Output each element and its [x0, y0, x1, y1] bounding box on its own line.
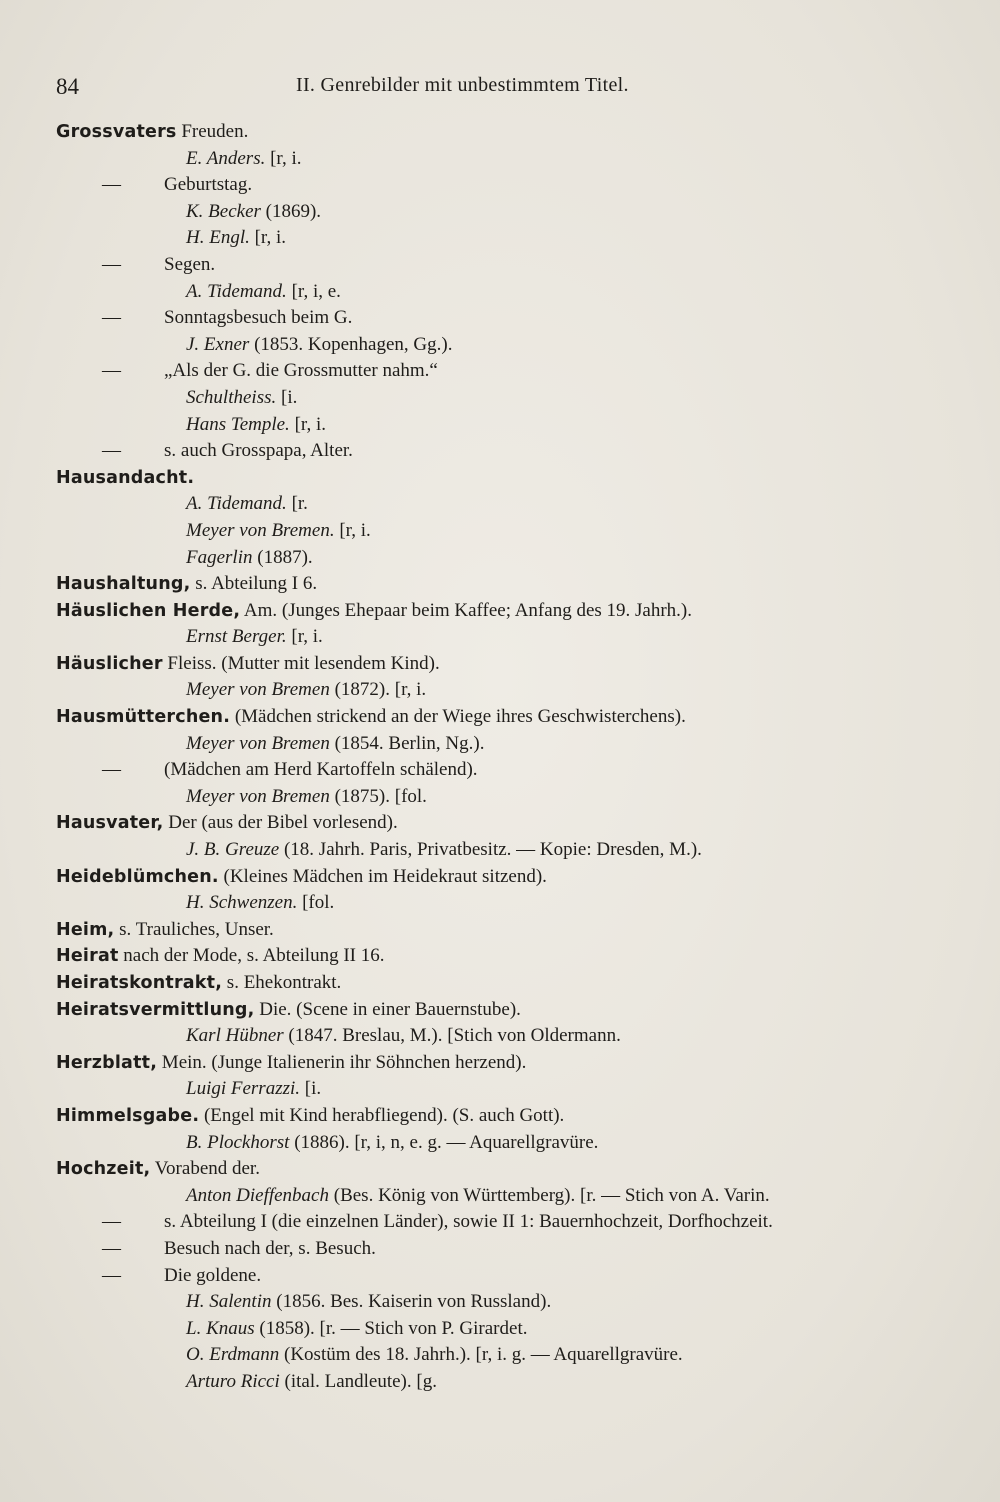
- artist-line: [56, 385, 936, 412]
- repeat-dash: —: [102, 1264, 121, 1286]
- repeat-dash: —: [102, 174, 121, 196]
- sub-entry-text: „Als der G. die Grossmutter nahm.“: [164, 360, 438, 382]
- headword: Hausvater,: [56, 813, 164, 834]
- artwork-details: (1858). [r. — Stich von P. Girardet.: [254, 1317, 528, 1339]
- artist-line: [56, 677, 936, 704]
- entry-text: Freuden.: [176, 121, 249, 142]
- artist-line: [56, 1289, 936, 1316]
- artist-name: Hans Temple.: [186, 413, 290, 435]
- artist-name: Ernst Berger.: [186, 626, 287, 648]
- sub-entry-line: [56, 358, 936, 385]
- sub-entry-text: Besuch nach der, s. Besuch.: [164, 1237, 376, 1259]
- headword: Häuslicher: [56, 653, 163, 674]
- artwork-details: [r, i, e.: [286, 280, 341, 302]
- headword: Heideblümchen.: [56, 866, 219, 887]
- headword: Hausmütterchen.: [56, 707, 231, 728]
- sub-entry-text: s. auch Grosspapa, Alter.: [164, 440, 353, 462]
- entry-text: Vorabend der.: [150, 1158, 260, 1180]
- sub-entry-text: Sonntagsbesuch beim G.: [164, 307, 353, 329]
- artist-line: [56, 1316, 936, 1343]
- repeat-dash: —: [102, 307, 121, 329]
- headword: Heiratsvermittlung,: [56, 999, 255, 1020]
- artwork-details: [r, i.: [334, 519, 371, 541]
- artist-line: [56, 279, 936, 306]
- entry-text: nach der Mode, s. Abteilung II 16.: [118, 945, 385, 967]
- artist-name: Luigi Ferrazzi.: [186, 1078, 301, 1100]
- artwork-details: (Kostüm des 18. Jahrh.). [r, i. g. — Aquarellgravüre.: [279, 1344, 683, 1366]
- artwork-details: (Bes. König von Württemberg). [r. — Stich von A. Varin.: [329, 1184, 770, 1206]
- artist-line: [56, 1076, 936, 1103]
- artist-name: A. Tidemand.: [186, 493, 287, 515]
- artwork-details: (ital. Landleute). [g.: [279, 1370, 437, 1392]
- entry-headword-line: [56, 864, 936, 891]
- artist-line: [56, 332, 936, 359]
- entry-headword-line: [56, 1050, 936, 1077]
- sub-entry-text: Segen.: [164, 253, 216, 275]
- entry-headword-line: [56, 465, 936, 492]
- artist-line: [56, 225, 936, 252]
- artwork-details: (1847. Breslau, M.). [Stich von Oldermann.: [283, 1025, 621, 1047]
- artist-name: Arturo Ricci: [186, 1370, 280, 1392]
- artist-line: [56, 1023, 936, 1050]
- entry-headword-line: [56, 810, 936, 837]
- artist-name: E. Anders.: [186, 147, 266, 169]
- entry-text: (Engel mit Kind herabfliegend). (S. auch Gott).: [199, 1104, 565, 1126]
- artist-name: Schultheiss.: [186, 386, 277, 408]
- artist-name: H. Engl.: [186, 227, 250, 249]
- artwork-details: [r, i.: [265, 147, 302, 169]
- artist-line: [56, 1130, 936, 1157]
- artwork-details: [i.: [300, 1078, 322, 1100]
- headword: Heirat: [56, 946, 119, 967]
- artist-line: [56, 545, 936, 572]
- artist-name: Meyer von Bremen: [186, 679, 330, 701]
- sub-entry-line: [56, 252, 936, 279]
- headword: Hausandacht.: [56, 467, 195, 488]
- artist-line: [56, 624, 936, 651]
- artist-line: [56, 890, 936, 917]
- repeat-dash: —: [102, 253, 121, 275]
- artist-line: [56, 1342, 936, 1369]
- entry-text: s. Ehekontrakt.: [222, 972, 342, 993]
- artist-line: [56, 491, 936, 518]
- sub-entry-text: Geburtstag.: [164, 174, 253, 196]
- artwork-details: (1875). [fol.: [329, 785, 427, 807]
- artist-name: O. Erdmann: [186, 1344, 280, 1366]
- artist-name: Karl Hübner: [186, 1025, 284, 1047]
- entry-headword-line: [56, 970, 936, 997]
- headword: Hochzeit,: [56, 1159, 151, 1180]
- entry-headword-line: [56, 1156, 936, 1183]
- entry-headword-line: [56, 704, 936, 731]
- headword: Grossvaters: [56, 122, 177, 142]
- headword: Haushaltung,: [56, 574, 191, 595]
- artist-name: Meyer von Bremen: [186, 732, 330, 754]
- sub-entry-line: [56, 757, 936, 784]
- sub-entry-text: (Mädchen am Herd Kartoffeln schälend).: [164, 759, 478, 781]
- sub-entry-line: [56, 305, 936, 332]
- artist-line: [56, 146, 936, 173]
- repeat-dash: —: [102, 759, 121, 781]
- sub-entry-line: [56, 172, 936, 199]
- running-title: II. Genrebilder mit unbestimmtem Titel.: [296, 74, 629, 96]
- artwork-details: (1854. Berlin, Ng.).: [329, 732, 485, 754]
- artist-name: L. Knaus: [186, 1317, 255, 1339]
- entry-text: (Kleines Mädchen im Heidekraut sitzend).: [218, 865, 547, 887]
- artist-name: B. Plockhorst: [186, 1131, 290, 1153]
- artist-name: Anton Dieffenbach: [186, 1184, 329, 1206]
- entry-text: s. Abteilung I 6.: [190, 573, 318, 595]
- headword: Heim,: [56, 919, 115, 940]
- artwork-details: [r, i.: [286, 626, 323, 648]
- entry-text: (Mädchen strickend an der Wiege ihres Geschwisterchens).: [230, 706, 686, 728]
- sub-entry-text: Die goldene.: [164, 1264, 262, 1286]
- artist-line: [56, 784, 936, 811]
- artwork-details: [i.: [276, 386, 298, 408]
- headword: Himmelsgabe.: [56, 1105, 200, 1126]
- entry-headword-line: [56, 943, 936, 970]
- artwork-details: (18. Jahrh. Paris, Privatbesitz. — Kopie: Dresden, M.).: [279, 839, 702, 861]
- artist-line: [56, 837, 936, 864]
- artwork-details: (1872). [r, i.: [329, 679, 427, 701]
- repeat-dash: —: [102, 1237, 121, 1259]
- entry-headword-line: [56, 571, 936, 598]
- headword: Herzblatt,: [56, 1052, 158, 1073]
- artist-name: J. Exner: [186, 333, 250, 355]
- entry-text: Der (aus der Bibel vorlesend).: [163, 812, 398, 834]
- artist-name: Fagerlin: [186, 546, 253, 568]
- artist-line: [56, 1369, 936, 1396]
- index-entries: [56, 119, 936, 1396]
- artist-name: A. Tidemand.: [186, 280, 287, 302]
- entry-text: Fleiss. (Mutter mit lesendem Kind).: [162, 652, 440, 674]
- artist-name: Meyer von Bremen.: [186, 519, 335, 541]
- artwork-details: (1869).: [260, 200, 322, 222]
- artist-name: H. Salentin: [186, 1291, 272, 1313]
- artist-name: H. Schwenzen.: [186, 892, 298, 914]
- entry-headword-line: [56, 997, 936, 1024]
- artist-line: [56, 1183, 936, 1210]
- artwork-details: (1853. Kopenhagen, Gg.).: [249, 333, 453, 355]
- repeat-dash: —: [102, 440, 121, 462]
- artist-line: [56, 199, 936, 226]
- page-number: 84: [56, 74, 79, 99]
- entry-headword-line: [56, 598, 936, 625]
- artwork-details: (1887).: [252, 546, 313, 568]
- artist-line: [56, 412, 936, 439]
- artwork-details: (1856. Bes. Kaiserin von Russland).: [271, 1291, 552, 1313]
- artist-name: K. Becker: [186, 200, 261, 222]
- sub-entry-line: [56, 1236, 936, 1263]
- entry-headword-line: [56, 1103, 936, 1130]
- headword: Häuslichen Herde,: [56, 600, 241, 621]
- entry-text: s. Trauliches, Unser.: [114, 918, 274, 940]
- artwork-details: [r, i.: [289, 413, 326, 435]
- artist-name: Meyer von Bremen: [186, 785, 330, 807]
- artist-name: J. B. Greuze: [186, 839, 280, 861]
- sub-entry-text: s. Abteilung I (die einzelnen Länder), sowie II 1: Bauernhochzeit, Dorfhochzeit.: [164, 1211, 773, 1233]
- repeat-dash: —: [102, 360, 121, 382]
- sub-entry-line: [56, 1209, 936, 1236]
- entry-headword-line: [56, 651, 936, 678]
- repeat-dash: —: [102, 1211, 121, 1233]
- artist-line: [56, 731, 936, 758]
- artwork-details: [r, i.: [249, 227, 287, 249]
- sub-entry-line: [56, 1263, 936, 1290]
- sub-entry-line: [56, 438, 936, 465]
- entry-headword-line: [56, 119, 936, 146]
- artist-line: [56, 518, 936, 545]
- entry-text: Am. (Junges Ehepaar beim Kaffee; Anfang des 19. Jahrh.).: [240, 599, 692, 621]
- artwork-details: [r.: [286, 493, 308, 515]
- entry-text: Die. (Scene in einer Bauernstube).: [254, 998, 521, 1020]
- artwork-details: [fol.: [297, 892, 335, 914]
- entry-text: Mein. (Junge Italienerin ihr Söhnchen herzend).: [157, 1051, 527, 1073]
- headword: Heiratskontrakt,: [56, 973, 223, 993]
- artwork-details: (1886). [r, i, n, e. g. — Aquarellgravüre.: [289, 1131, 599, 1153]
- page-header: [56, 74, 956, 108]
- entry-headword-line: [56, 917, 936, 944]
